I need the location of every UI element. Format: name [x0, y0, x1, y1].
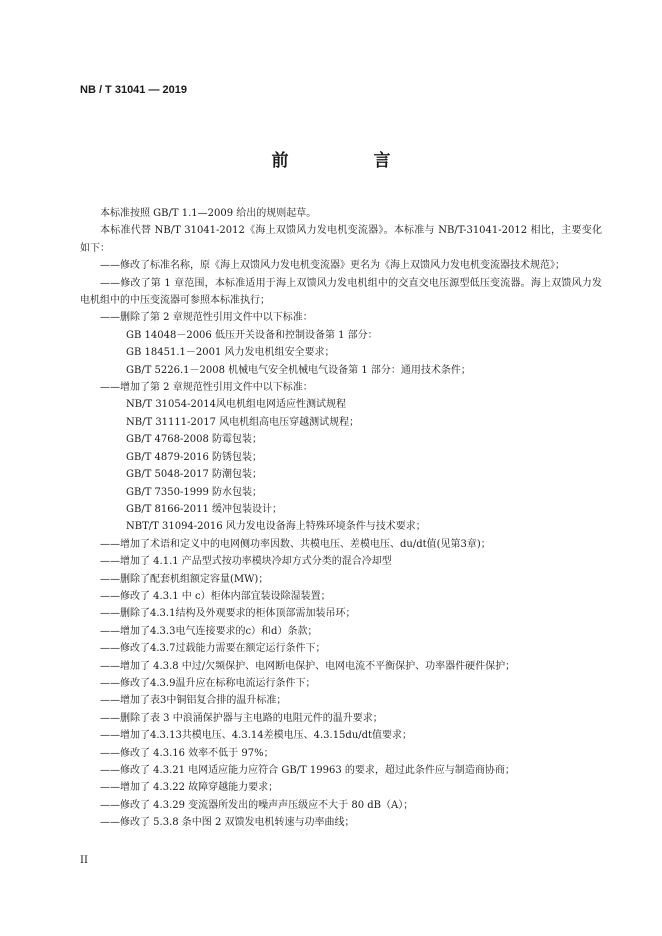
change-item: ——修改了 4.3.16 效率不低于 97%； [100, 747, 274, 759]
standard-ref: GB/T 5048-2017 防潮包装； [126, 469, 263, 481]
standard-ref: GB/T 8166-2011 缓冲包装设计； [126, 503, 283, 515]
standard-ref: NB/T 31054-2014风电机组电网适应性测试规程 [126, 399, 346, 411]
change-item: ——修改了4.3.9温升应在标称电流运行条件下； [100, 677, 316, 689]
change-item: ——增加了术语和定义中的电网侧功率因数、共模电压、差模电压、du/dt值(见第3章)； [100, 538, 491, 550]
standard-ref: GB/T 5226.1－2008 机械电气安全机械电气设备第 1 部分：通用技术条件； [126, 364, 471, 376]
standard-ref: GB/T 4768-2008 防霉包装； [126, 434, 263, 446]
change-item: ——修改了 5.3.8 条中图 2 双馈发电机转速与功率曲线； [100, 817, 355, 829]
page-number: II [80, 855, 88, 866]
foreword-body [80, 205, 602, 832]
change-item: ——删除了第 2 章规范性引用文件中以下标准： [100, 312, 313, 324]
change-item: ——增加了4.3.13共模电压、4.3.14差模电压、4.3.15du/dt值要求； [100, 730, 413, 742]
change-item: ——修改了 4.3.21 电网适应能力应符合 GB/T 19963 的要求，超过此条件应与制造商协商； [100, 765, 515, 776]
standard-ref: GB 18451.1－2001 风力发电机组安全要求； [126, 347, 335, 359]
standard-ref: NB/T 31111-2017 风电机组高电压穿越测试规程； [126, 416, 360, 428]
standard-ref: NBT/T 31094-2016 风力发电设备海上特殊环境条件与技术要求； [126, 521, 426, 533]
change-item: ——增加了 4.1.1 产品型式按功率模块冷却方式分类的混合冷却型 [100, 556, 392, 568]
change-item: ——修改了 4.3.29 变流器所发出的噪声声压级应不大于 80 dB（A）； [100, 799, 414, 811]
change-item: ——修改了4.3.7过载能力需要在额定运行条件下； [100, 643, 326, 655]
change-item: ——删除了配套机组额定容量(MW)； [100, 573, 269, 585]
change-item: ——删除了4.3.1结构及外观要求的柜体顶部需加装吊环； [100, 608, 356, 620]
change-item: ——修改了第 1 章范围，本标准适用于海上双馈风力发电机组中的交直交电压源型低压变流器。海上双馈风力发电机组中的中压变流器可参照本标准执行； [80, 277, 602, 307]
standard-ref: GB/T 7350-1999 防水包装； [126, 486, 263, 498]
standard-code-header: NB / T 31041 — 2019 [80, 84, 188, 96]
change-item: ——增加了第 2 章规范性引用文件中以下标准： [100, 382, 313, 394]
page-title: 前 言 [271, 151, 425, 171]
paragraph: 本标准代替 NB/T 31041-2012《海上双馈风力发电机变流器》。本标准与 NB/T-31041-2012 相比，主要变化如下： [80, 225, 602, 254]
change-item: ——增加了 4.3.22 故障穿越能力要求； [100, 782, 279, 794]
change-item: ——增加了4.3.3电气连接要求的c）和d）条款； [100, 625, 318, 637]
standard-ref: GB/T 4879-2016 防锈包装； [126, 451, 263, 463]
change-item: ——增加了 4.3.8 中过/欠频保护、电网断电保护、电网电流不平衡保护、功率器件硬件保护； [100, 660, 516, 672]
paragraph: 本标准按照 GB/T 1.1—2009 给出的规则起草。 [100, 208, 317, 219]
change-item: ——修改了 4.3.1 中 c）柜体内部宜装设除湿装置； [100, 590, 331, 602]
change-item: ——增加了表3中铜铝复合排的温升标准； [100, 695, 287, 707]
standard-ref: GB 14048－2006 低压开关设备和控制设备第 1 部分： [126, 329, 378, 341]
change-item: ——修改了标准名称，原《海上双馈风力发电机变流器》更名为《海上双馈风力发电机变流器技术规范》； [100, 260, 565, 272]
change-item: ——删除了表 3 中浪涌保护器与主电路的电阻元件的温升要求； [100, 712, 383, 724]
